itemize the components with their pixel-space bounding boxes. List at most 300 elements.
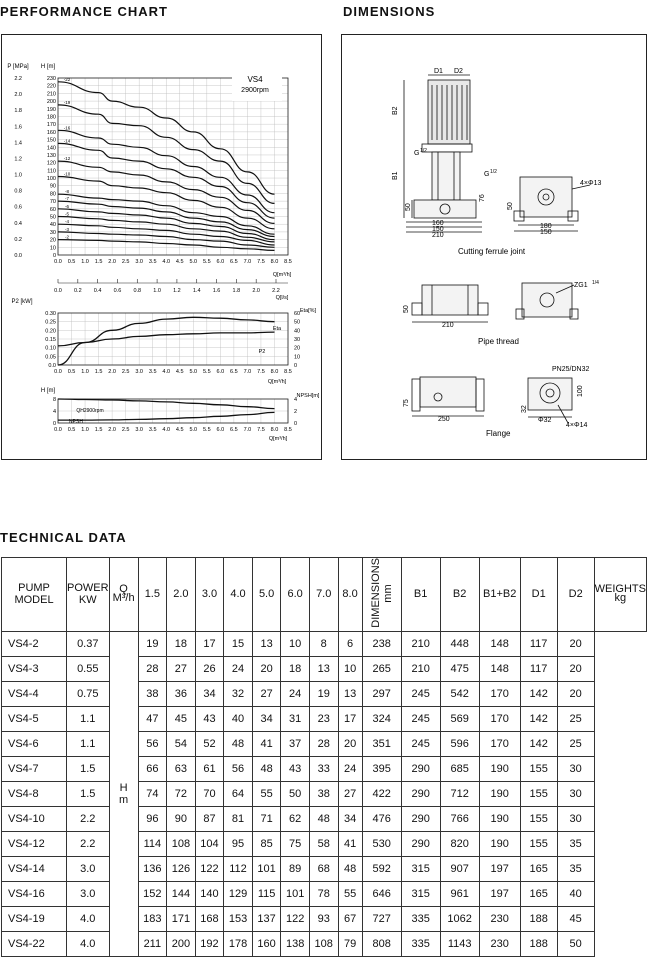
label-flange: Flange [486, 429, 511, 438]
dim-150-b: 150 [540, 229, 552, 236]
table-cell: 48 [252, 756, 281, 781]
x-tick-label: 0.5 [67, 427, 76, 433]
x-tick-label: 8.0 [270, 369, 279, 375]
y-axis-label: H [m] [40, 64, 56, 70]
dimensions-drawing [342, 35, 646, 459]
y2-tick-label: 10 [294, 354, 301, 361]
col-b1b2: B1+B2 [479, 558, 520, 632]
y-tick-label: 0.10 [45, 345, 56, 352]
x-tick-label: 7.5 [257, 427, 265, 433]
x-tick-label: 7.0 [243, 259, 252, 265]
table-cell: 38 [138, 681, 167, 706]
table-cell: 48 [309, 806, 338, 831]
table-cell: 142 [520, 706, 557, 731]
table-row [2, 931, 647, 956]
table-cell: 1.1 [67, 706, 110, 731]
table-cell: 170 [479, 681, 520, 706]
table-cell: 55 [338, 881, 362, 906]
table-cell: 144 [167, 881, 196, 906]
table-cell: 40 [557, 881, 594, 906]
table-cell: 200 [167, 931, 196, 956]
table-row [2, 731, 647, 756]
table-cell: 50 [557, 931, 594, 956]
table-cell: 1.5 [67, 781, 110, 806]
col-d2: D2 [557, 558, 594, 632]
table-cell: 20 [557, 656, 594, 681]
x-tick-label: 1.5 [94, 369, 103, 375]
table-cell: 48 [338, 856, 362, 881]
table-cell: 542 [440, 681, 479, 706]
x-tick-label: 0.0 [54, 259, 62, 265]
table-cell: 907 [440, 856, 479, 881]
h-unit-cell [109, 631, 138, 956]
table-cell: 13 [338, 681, 362, 706]
x-tick-label: 1.5 [94, 427, 103, 433]
x-tick-label: 8.0 [270, 427, 279, 433]
table-row [2, 681, 647, 706]
table-cell: 351 [362, 731, 401, 756]
table-cell: 115 [252, 881, 281, 906]
table-cell: 142 [520, 681, 557, 706]
table-cell: 335 [401, 906, 440, 931]
table-cell: 108 [167, 831, 196, 856]
col-q-6: 6.0 [281, 558, 310, 632]
y-tick-label: 120 [46, 160, 56, 167]
dim-g-lower: G [484, 171, 490, 178]
table-cell: 170 [479, 706, 520, 731]
y-axis-label: P2 [kW] [11, 299, 33, 305]
x-tick-label: 8.5 [284, 369, 292, 375]
table-cell: 2.2 [67, 831, 110, 856]
series-label: -7 [64, 196, 70, 202]
table-cell: 160 [252, 931, 281, 956]
y-tick-label: 190 [46, 106, 56, 113]
table-cell: 27 [338, 781, 362, 806]
x-tick-label: 6.5 [230, 427, 238, 433]
y-tick-label: 0.20 [45, 328, 56, 335]
table-cell: 596 [440, 731, 479, 756]
col-d1: D1 [520, 558, 557, 632]
table-cell: 30 [557, 756, 594, 781]
x-tick-label: 7.0 [243, 369, 252, 375]
y-tick-label: 130 [46, 152, 56, 159]
table-cell: 19 [309, 681, 338, 706]
table-cell: VS4-4 [2, 681, 67, 706]
series-label: QH2900rpm [76, 408, 104, 414]
x-tick-label: 3.5 [148, 369, 157, 375]
table-cell: 96 [138, 806, 167, 831]
y-tick-label: 0 [52, 421, 56, 427]
table-cell: 3.0 [67, 881, 110, 906]
y2-tick-label: 0.6 [14, 204, 22, 211]
h-label: H [119, 781, 128, 794]
x-tick-label: 7.5 [257, 259, 265, 265]
table-cell: 1.5 [67, 756, 110, 781]
y-tick-label: 70 [49, 199, 56, 206]
dim-75: 75 [403, 399, 410, 407]
series-label: -8 [64, 189, 70, 195]
series-label: -4 [64, 219, 70, 225]
series-label: -6 [64, 203, 70, 209]
table-cell: 18 [281, 656, 310, 681]
technical-data-table [1, 557, 647, 957]
y-tick-label: 4 [52, 409, 56, 415]
table-cell: 766 [440, 806, 479, 831]
table-cell: 4.0 [67, 931, 110, 956]
table-cell: 93 [309, 906, 338, 931]
x2-tick-label: 0.0 [54, 288, 62, 294]
col-q-label: Q [119, 583, 128, 596]
y2-tick-label: 1.2 [14, 156, 22, 163]
col-power-label: POWER [67, 582, 109, 595]
dim-100: 100 [577, 385, 584, 397]
table-cell: VS4-6 [2, 731, 67, 756]
col-q-5: 5.0 [252, 558, 281, 632]
table-cell: 61 [195, 756, 224, 781]
x-tick-label: 2.0 [108, 259, 116, 265]
table-cell: 178 [224, 931, 253, 956]
dim-210-b: 210 [442, 322, 454, 329]
table-cell: 197 [479, 856, 520, 881]
table-cell: 140 [195, 881, 224, 906]
dim-zg-frac: 1/4 [592, 280, 599, 286]
dim-150-a: 150 [432, 226, 444, 233]
y-tick-label: 90 [49, 183, 56, 190]
dim-250: 250 [438, 416, 450, 423]
y2-tick-label: 30 [294, 337, 301, 343]
table-cell: 165 [520, 856, 557, 881]
x-tick-label: 1.0 [81, 427, 89, 433]
x-tick-label: 3.0 [135, 369, 144, 375]
table-cell: 395 [362, 756, 401, 781]
x-tick-label: 0.0 [54, 427, 62, 433]
table-cell: 17 [195, 631, 224, 656]
table-cell: 56 [138, 731, 167, 756]
series-label: -16 [63, 125, 71, 131]
table-cell: 35 [557, 856, 594, 881]
table-cell: 152 [138, 881, 167, 906]
x-tick-label: 2.0 [108, 427, 116, 433]
dimensions-vertical-label: DIMENSIONS mm [369, 558, 394, 628]
x2-tick-label: 2.2 [272, 288, 280, 294]
dim-d1: D1 [434, 68, 443, 75]
table-cell: 87 [195, 806, 224, 831]
table-cell: 727 [362, 906, 401, 931]
table-cell: 238 [362, 631, 401, 656]
y-tick-label: 140 [46, 145, 56, 152]
table-cell: 192 [195, 931, 224, 956]
table-row [2, 806, 647, 831]
table-row [2, 856, 647, 881]
col-q-1: 1.5 [138, 558, 167, 632]
table-cell: 25 [557, 731, 594, 756]
table-cell: 183 [138, 906, 167, 931]
y2-tick-label: 0.4 [14, 220, 22, 227]
x-tick-label: 6.0 [216, 427, 225, 433]
table-cell: 27 [252, 681, 281, 706]
table-cell: 210 [401, 656, 440, 681]
x-tick-label: 2.0 [108, 369, 116, 375]
table-cell: 171 [167, 906, 196, 931]
dim-g-upper: G [414, 150, 420, 157]
table-cell: 4.0 [67, 906, 110, 931]
table-cell: 74 [138, 781, 167, 806]
table-cell: 155 [520, 831, 557, 856]
table-cell: 18 [167, 631, 196, 656]
x-axis-label: Q[m³/h] [268, 436, 288, 442]
table-cell: 122 [195, 856, 224, 881]
col-b1: B1 [401, 558, 440, 632]
table-row [2, 756, 647, 781]
x-tick-label: 5.0 [189, 369, 198, 375]
table-cell: 71 [252, 806, 281, 831]
x2-tick-label: 0.6 [113, 288, 122, 294]
x2-tick-label: 2.0 [252, 288, 261, 294]
performance-heading: PERFORMANCE CHART [0, 4, 168, 19]
col-q-8: 8.0 [338, 558, 362, 632]
y-tick-label: 0.05 [45, 354, 56, 361]
col-q-3: 3.0 [195, 558, 224, 632]
dim-28: 50 [507, 202, 514, 210]
y2-tick-label: 50 [294, 319, 301, 326]
table-cell: 75 [281, 831, 310, 856]
y-tick-label: 80 [49, 191, 56, 198]
y2-tick-label: 2 [294, 409, 298, 415]
col-b2: B2 [440, 558, 479, 632]
x-tick-label: 6.0 [216, 259, 225, 265]
y2-tick-label: 2.2 [14, 76, 22, 82]
table-cell: VS4-5 [2, 706, 67, 731]
table-cell: 13 [252, 631, 281, 656]
x-tick-label: 3.0 [135, 427, 144, 433]
table-cell: 6 [338, 631, 362, 656]
table-cell: 95 [224, 831, 253, 856]
x2-tick-label: 1.2 [173, 288, 181, 294]
y2-tick-label: 1.4 [14, 140, 22, 147]
table-cell: 188 [520, 906, 557, 931]
table-cell: 1.1 [67, 731, 110, 756]
col-q-unit: M³/h [112, 592, 135, 605]
flange-elevation [412, 377, 484, 416]
table-cell: 34 [252, 706, 281, 731]
table-cell: 101 [252, 856, 281, 881]
table-cell: 40 [224, 706, 253, 731]
table-cell: 28 [138, 656, 167, 681]
x-tick-label: 7.0 [243, 427, 252, 433]
pipe-thread-plan [516, 283, 578, 319]
x-tick-label: 5.5 [202, 259, 211, 265]
table-cell: 245 [401, 731, 440, 756]
x-tick-label: 5.5 [202, 427, 211, 433]
table-cell: 114 [138, 831, 167, 856]
table-cell: 188 [520, 931, 557, 956]
y-tick-label: 0.25 [45, 319, 56, 326]
table-cell: VS4-10 [2, 806, 67, 831]
x-tick-label: 6.5 [230, 369, 238, 375]
table-cell: 245 [401, 706, 440, 731]
y-tick-label: 20 [49, 237, 56, 244]
y2-axis-label: Eta[%] [299, 308, 317, 314]
table-cell: VS4-12 [2, 831, 67, 856]
dimensions-heading: DIMENSIONS [343, 4, 436, 19]
x-tick-label: 6.0 [216, 369, 225, 375]
table-cell: 28 [309, 731, 338, 756]
x2-tick-label: 1.6 [212, 288, 221, 294]
x-tick-label: 3.0 [135, 259, 144, 265]
x-tick-label: 1.5 [94, 259, 103, 265]
table-cell: 79 [338, 931, 362, 956]
table-cell: 646 [362, 881, 401, 906]
table-cell: 20 [252, 656, 281, 681]
table-cell: VS4-8 [2, 781, 67, 806]
table-cell: 138 [281, 931, 310, 956]
table-cell: 33 [309, 756, 338, 781]
ferrule-plan [514, 177, 590, 231]
table-cell: VS4-3 [2, 656, 67, 681]
performance-chart [2, 35, 321, 459]
table-cell: 104 [195, 831, 224, 856]
table-cell: 335 [401, 931, 440, 956]
x2-axis-label: Q[l/s] [275, 295, 289, 301]
y-tick-label: 8 [52, 397, 56, 403]
table-cell: 137 [252, 906, 281, 931]
table-cell: 168 [195, 906, 224, 931]
table-cell: 592 [362, 856, 401, 881]
x-tick-label: 6.5 [230, 259, 238, 265]
table-cell: 1143 [440, 931, 479, 956]
table-cell: 23 [309, 706, 338, 731]
y-tick-label: 170 [46, 122, 56, 129]
table-cell: 90 [167, 806, 196, 831]
y-tick-label: 110 [47, 168, 56, 175]
y2-tick-label: 40 [294, 328, 301, 335]
dim-g-upper-frac: 1/2 [420, 148, 427, 154]
x2-tick-label: 1.4 [192, 288, 201, 294]
x-tick-label: 4.0 [162, 427, 171, 433]
x-axis-label: Q[m³/h] [267, 379, 287, 385]
table-cell: 190 [479, 756, 520, 781]
table-cell: 155 [520, 781, 557, 806]
table-cell: 153 [224, 906, 253, 931]
x-tick-label: 0.5 [67, 369, 76, 375]
table-cell: 108 [309, 931, 338, 956]
table-cell: 19 [138, 631, 167, 656]
table-cell: 20 [557, 681, 594, 706]
dim-180-a: 180 [540, 223, 552, 230]
dim-d2: D2 [454, 68, 463, 75]
dimensions-panel [341, 34, 647, 460]
x2-tick-label: 0.2 [73, 288, 82, 294]
x-tick-label: 5.0 [189, 427, 198, 433]
table-cell: 820 [440, 831, 479, 856]
table-cell: 43 [281, 756, 310, 781]
table-cell: 245 [401, 681, 440, 706]
table-cell: 211 [138, 931, 167, 956]
col-q [109, 558, 138, 632]
table-cell: 422 [362, 781, 401, 806]
table-cell: 3.0 [67, 856, 110, 881]
table-cell: 27 [167, 656, 196, 681]
x-tick-label: 5.0 [189, 259, 198, 265]
series-label: P2 [258, 349, 266, 355]
x-tick-label: 4.0 [162, 369, 171, 375]
series-label: -2 [64, 234, 70, 240]
table-cell: 165 [520, 881, 557, 906]
col-dimensions [362, 558, 401, 632]
label-pn: PN25/DN32 [552, 366, 590, 373]
y-tick-label: 0.15 [45, 337, 56, 343]
table-cell: 148 [479, 631, 520, 656]
table-cell: 712 [440, 781, 479, 806]
chart-title: VS4 [247, 75, 263, 84]
table-cell: 297 [362, 681, 401, 706]
table-cell: 448 [440, 631, 479, 656]
y2-tick-label: 0 [294, 421, 298, 427]
table-cell: 142 [520, 731, 557, 756]
col-q-2: 2.0 [167, 558, 196, 632]
table-cell: 89 [281, 856, 310, 881]
table-cell: 24 [338, 756, 362, 781]
table-cell: 8 [309, 631, 338, 656]
x-tick-label: 1.0 [81, 369, 89, 375]
table-cell: VS4-7 [2, 756, 67, 781]
x-tick-label: 2.5 [121, 369, 130, 375]
table-cell: 117 [520, 631, 557, 656]
y-tick-label: 0.0 [48, 363, 56, 369]
table-row [2, 831, 647, 856]
col-weights-unit: kg [614, 592, 627, 605]
table-cell: 230 [479, 906, 520, 931]
table-cell: 47 [138, 706, 167, 731]
technical-heading: TECHNICAL DATA [0, 530, 127, 545]
table-cell: 475 [440, 656, 479, 681]
table-cell: 15 [224, 631, 253, 656]
table-cell: 55 [252, 781, 281, 806]
table-cell: 62 [281, 806, 310, 831]
y2-axis-label: NPSH[m] [296, 393, 320, 399]
table-cell: 45 [167, 706, 196, 731]
x-tick-label: 2.5 [121, 259, 130, 265]
dim-b2: B2 [392, 106, 399, 115]
table-cell: 37 [281, 731, 310, 756]
x-tick-label: 4.5 [175, 369, 184, 375]
dim-210-a: 210 [432, 232, 444, 239]
series-label: -5 [64, 211, 70, 217]
label-cutting: Cutting ferrule joint [458, 247, 526, 256]
series-label: -3 [64, 226, 70, 232]
table-cell: 155 [520, 806, 557, 831]
table-cell: 67 [338, 906, 362, 931]
table-cell: 190 [479, 806, 520, 831]
y-tick-label: 0 [52, 253, 56, 259]
table-cell: 290 [401, 756, 440, 781]
y-tick-label: 40 [49, 222, 56, 229]
table-cell: 41 [338, 831, 362, 856]
x2-tick-label: 0.4 [93, 288, 102, 294]
dim-g-lower-frac: 1/2 [490, 169, 497, 175]
x-tick-label: 7.5 [257, 369, 265, 375]
table-cell: 24 [224, 656, 253, 681]
y-tick-label: 30 [49, 229, 56, 236]
x-axis-label: Q[m³/h] [272, 272, 292, 278]
table-cell: 129 [224, 881, 253, 906]
y-tick-label: 150 [46, 137, 56, 144]
table-cell: 126 [167, 856, 196, 881]
table-cell: 315 [401, 856, 440, 881]
table-row [2, 656, 647, 681]
x-tick-label: 4.5 [175, 427, 184, 433]
y-tick-label: 60 [49, 206, 56, 213]
